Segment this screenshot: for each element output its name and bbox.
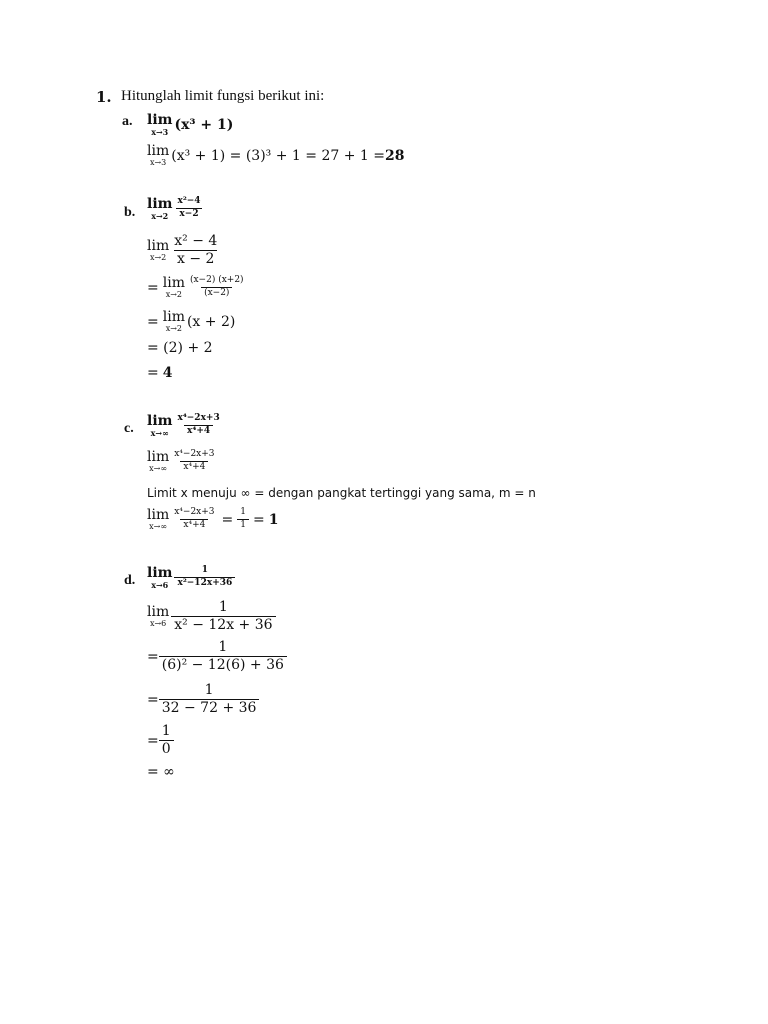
limit-operator bbox=[147, 566, 172, 589]
fraction-denominator: (x−2) bbox=[201, 287, 232, 299]
lim-subscript: x→∞ bbox=[149, 464, 168, 473]
lim-word: lim bbox=[147, 196, 173, 212]
fraction-denominator: x − 2 bbox=[174, 250, 217, 267]
fraction-numerator: x⁴−2x+3 bbox=[174, 449, 215, 460]
part-c-one-over-one bbox=[237, 508, 249, 531]
limit-operator bbox=[147, 239, 169, 262]
part-c-head-fraction bbox=[174, 414, 222, 437]
limit-operator bbox=[147, 414, 172, 437]
fraction-numerator: (x−2) (x+2) bbox=[189, 275, 244, 286]
limit-operator bbox=[147, 508, 169, 531]
lim-word: lim bbox=[147, 143, 170, 159]
lim-word: lim bbox=[147, 507, 170, 523]
part-a-heading bbox=[147, 113, 233, 136]
part-b-step-2 bbox=[147, 276, 247, 299]
limit-operator bbox=[163, 310, 185, 333]
part-a-result: 28 bbox=[384, 147, 405, 164]
part-a-label: a. bbox=[122, 114, 133, 129]
part-a-step-1-expression: (x³ + 1) = (3)³ + 1 = 27 + 1 = bbox=[171, 147, 385, 164]
part-c-step-1 bbox=[147, 450, 218, 473]
part-a-head-expression: (x³ + 1) bbox=[174, 116, 234, 133]
part-b-step-1-fraction bbox=[171, 234, 220, 268]
part-c-note: Limit x menuju ∞ = dengan pangkat tertinggi yang sama, m = n bbox=[147, 486, 536, 500]
lim-subscript: x→2 bbox=[149, 253, 167, 263]
fraction-denominator: 1 bbox=[237, 519, 249, 531]
equals-sign: = bbox=[253, 511, 265, 528]
part-b-step-1 bbox=[147, 234, 220, 268]
lim-word: lim bbox=[162, 275, 185, 291]
part-b-step-3-expression: (x + 2) bbox=[186, 313, 236, 330]
lim-word: lim bbox=[147, 565, 173, 581]
part-d-step-4 bbox=[147, 724, 174, 758]
lim-subscript: x→∞ bbox=[149, 522, 168, 531]
lim-word: lim bbox=[162, 309, 185, 325]
part-d-step-5: = ∞ bbox=[147, 764, 175, 780]
limit-operator bbox=[147, 197, 172, 220]
equals-sign: = bbox=[147, 279, 159, 296]
part-c-result: 1 bbox=[268, 511, 279, 528]
question-number: 1. bbox=[96, 88, 112, 106]
fraction-numerator: x⁴−2x+3 bbox=[174, 507, 215, 518]
lim-subscript: x→2 bbox=[165, 324, 182, 333]
fraction-numerator: 1 bbox=[204, 682, 214, 698]
part-d-label: d. bbox=[124, 573, 136, 588]
part-d-step-2-fraction bbox=[159, 640, 287, 674]
lim-word: lim bbox=[147, 413, 173, 429]
part-b-heading bbox=[147, 197, 204, 220]
part-d-step-1 bbox=[147, 600, 276, 634]
fraction-denominator: x⁴+4 bbox=[184, 425, 213, 437]
lim-subscript: x→∞ bbox=[150, 428, 169, 438]
part-d-step-3 bbox=[147, 683, 259, 717]
fraction-numerator: 1 bbox=[161, 723, 171, 739]
limit-operator bbox=[147, 113, 172, 136]
fraction-denominator: x⁴+4 bbox=[180, 461, 208, 473]
lim-subscript: x→6 bbox=[151, 580, 169, 590]
lim-subscript: x→3 bbox=[151, 127, 169, 137]
equals-sign: = bbox=[147, 691, 159, 708]
part-d-step-1-fraction bbox=[171, 600, 275, 634]
part-b-label: b. bbox=[124, 205, 136, 220]
part-d-head-fraction bbox=[174, 566, 235, 589]
part-d-step-4-fraction bbox=[159, 724, 174, 758]
limit-operator bbox=[147, 450, 169, 473]
fraction-numerator: 1 bbox=[201, 565, 208, 576]
equals-sign: = bbox=[147, 313, 159, 330]
part-b-step-3 bbox=[147, 310, 235, 333]
part-d-heading bbox=[147, 566, 235, 589]
lim-word: lim bbox=[147, 604, 170, 621]
part-c-step-1-fraction bbox=[171, 450, 217, 473]
lim-subscript: x→6 bbox=[149, 619, 167, 629]
part-b-result: 4 bbox=[162, 365, 173, 381]
part-c-label: c. bbox=[124, 421, 134, 436]
equals-sign: = bbox=[147, 648, 159, 665]
lim-word: lim bbox=[147, 449, 170, 465]
fraction-denominator: 32 − 72 + 36 bbox=[159, 699, 260, 716]
lim-subscript: x→2 bbox=[151, 211, 169, 221]
fraction-denominator: x⁴+4 bbox=[180, 519, 208, 531]
limit-operator bbox=[147, 144, 169, 167]
lim-subscript: x→3 bbox=[149, 158, 167, 167]
question-text: Hitunglah limit fungsi berikut ini: bbox=[121, 88, 325, 104]
fraction-denominator: 0 bbox=[159, 740, 174, 757]
fraction-denominator: x²−12x+36 bbox=[174, 577, 235, 589]
limit-operator bbox=[163, 276, 185, 299]
fraction-denominator: x² − 12x + 36 bbox=[171, 616, 275, 633]
part-c-step-2 bbox=[147, 508, 278, 531]
equals-sign: = bbox=[147, 732, 159, 749]
part-d-step-3-fraction bbox=[159, 683, 260, 717]
fraction-denominator: (6)² − 12(6) + 36 bbox=[159, 656, 287, 673]
part-d-step-2 bbox=[147, 640, 287, 674]
part-b-step-2-fraction bbox=[187, 276, 247, 299]
fraction-numerator: x² − 4 bbox=[174, 233, 218, 249]
fraction-numerator: 1 bbox=[218, 639, 228, 655]
part-b-head-fraction bbox=[174, 197, 203, 220]
fraction-numerator: x²−4 bbox=[177, 196, 201, 207]
fraction-denominator: x−2 bbox=[176, 208, 201, 220]
limit-operator bbox=[147, 605, 169, 628]
equals-sign: = bbox=[221, 511, 234, 528]
lim-subscript: x→2 bbox=[165, 290, 182, 299]
lim-word: lim bbox=[147, 238, 170, 255]
part-b-step-5 bbox=[147, 365, 172, 381]
part-b-step-4: = (2) + 2 bbox=[147, 340, 213, 356]
lim-word: lim bbox=[147, 112, 173, 128]
fraction-numerator: 1 bbox=[240, 507, 246, 518]
equals-sign: = bbox=[147, 365, 159, 381]
fraction-numerator: x⁴−2x+3 bbox=[177, 413, 220, 424]
fraction-numerator: 1 bbox=[218, 599, 228, 615]
part-a-step-1 bbox=[147, 144, 404, 167]
part-c-heading bbox=[147, 414, 223, 437]
part-c-step-2-fraction bbox=[171, 508, 217, 531]
